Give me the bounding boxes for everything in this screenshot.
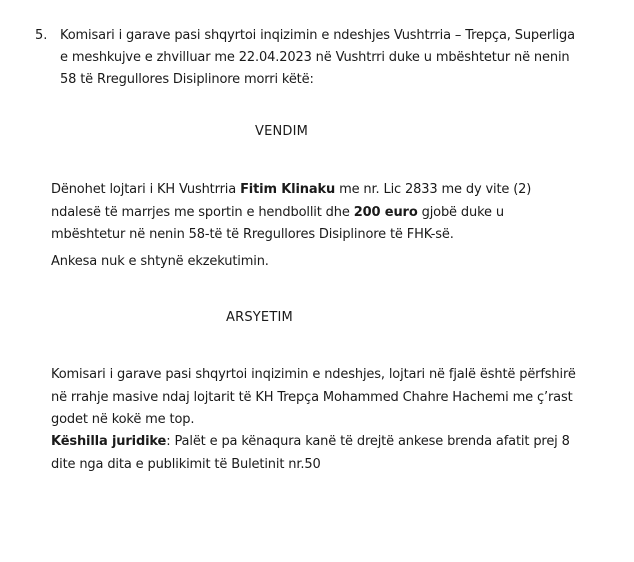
player-name: Fitim Klinaku xyxy=(240,182,336,197)
intro-paragraph: Komisari i garave pasi shqyrtoi inqizimin e ndeshjes Vushtrria – Trepça, Superliga e meshkujve e zhvilluar me 22.04.2023 në Vushtrri duke u mbështetur në nenin 58 të Rregullores Disiplinore morri këtë: xyxy=(60,28,575,87)
decision-text-middle: me nr. Lic 2833 me dy vite (2) ndalesë të marrjes me sportin e hendbollit dhe xyxy=(51,182,532,220)
reasoning-paragraph: Komisari i garave pasi shqyrtoi inqizimin e ndeshjes, lojtari në fjalë është përfshirë në rrahje masive ndaj lojtarit të KH Trepça Mohammed Chahre Hachemi me ç’rast godet në kokë me top. xyxy=(51,367,576,427)
appeal-note: Ankesa nuk e shtynë ekzekutimin. xyxy=(51,254,269,269)
decision-heading: VENDIM xyxy=(255,124,309,139)
legal-advice-paragraph xyxy=(51,431,581,476)
reasoning-heading: ARSYETIM xyxy=(226,310,293,325)
decision-text-end: gjobë duke u mbështetur në nenin 58-të të Rregullores Disiplinore të FHK-së. xyxy=(51,204,504,242)
item-number: 5. xyxy=(35,28,48,43)
decision-paragraph xyxy=(51,179,581,247)
fine-amount: 200 euro xyxy=(353,204,418,220)
decision-text-start: Dënohet lojtari i KH Vushtrria xyxy=(51,182,241,197)
legal-advice-label: Këshilla juridike xyxy=(51,434,167,449)
legal-advice-text: : Palët e pa kënaqura kanë të drejtë ankese brenda afatit prej 8 dite nga dita e publikimit të Buletinit nr.50 xyxy=(51,434,570,472)
